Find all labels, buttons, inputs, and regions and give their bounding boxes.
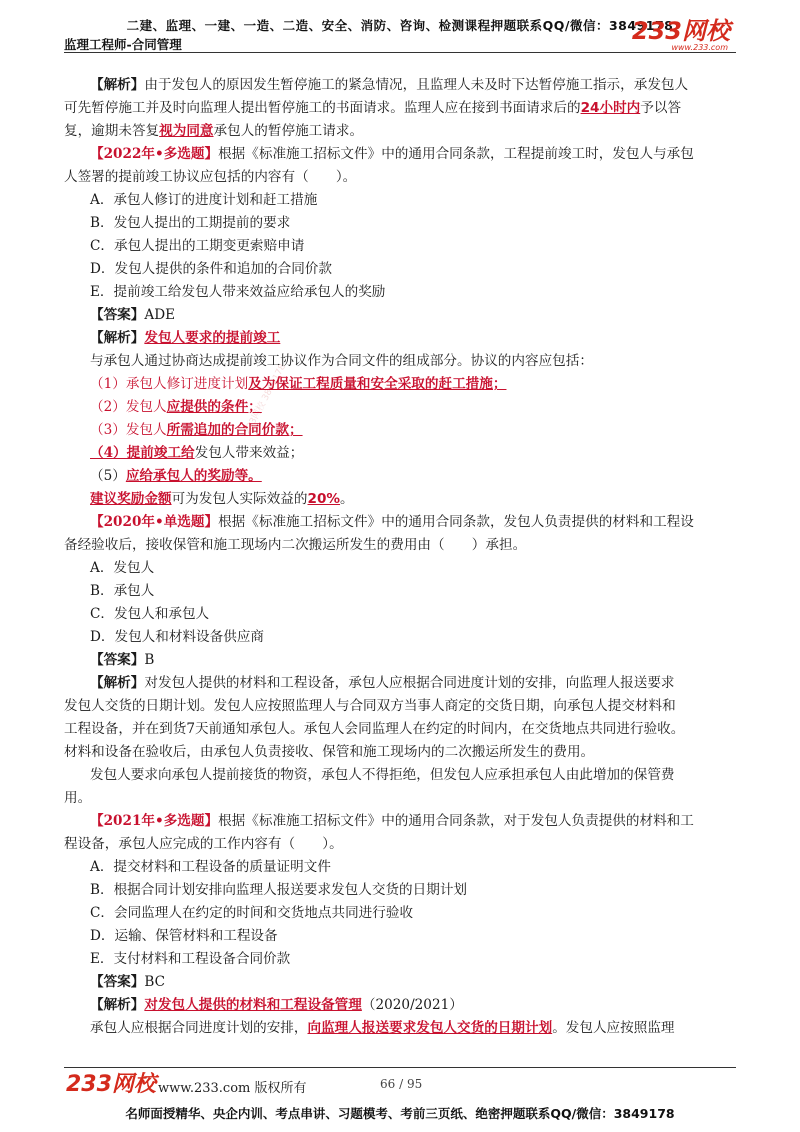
text-line	[64, 97, 744, 120]
highlight: 应给承包人的奖励等。	[125, 468, 262, 484]
footer-divider	[64, 1067, 736, 1068]
question-text: 根据《标准施工招标文件》中的通用合同条款，发包人负责提供的材料和工程设	[218, 514, 694, 530]
question-text: 程设备，承包人应完成的工作内容有（ ）。	[64, 836, 343, 852]
text: （1）承包人修订进度计划	[90, 376, 249, 392]
text: 发包人带来效益；	[194, 445, 304, 461]
text-line	[64, 534, 744, 557]
brand-logo: 233网校	[631, 17, 730, 45]
analysis-tag: 【解析】	[90, 77, 145, 93]
answer-tag: 【答案】	[90, 652, 145, 668]
option: B．根据合同计划安排向监理人报送要求发包人交货的日期计划	[90, 882, 468, 898]
option: B．承包人	[90, 583, 155, 599]
text: 复，逾期未答复	[64, 123, 160, 139]
analysis-tag: 【解析】	[90, 997, 145, 1013]
analysis-tag: 【解析】	[90, 330, 145, 346]
option: A．发包人	[90, 560, 155, 576]
list-item	[64, 442, 744, 465]
document-body	[64, 74, 744, 1040]
highlight: 向监理人报送要求发包人交货的日期计划	[307, 1020, 553, 1036]
text: 由于发包人的原因发生暂停施工的紧急情况，且监理人未及时下达暂停施工指示，承发包人	[144, 77, 689, 93]
question-text: 备经验收后，接收保管和施工现场内二次搬运所发生的费用由（ ）承担。	[64, 537, 527, 553]
text: 对发包人提供的材料和工程设备，承包人应根据合同进度计划的安排，向监理人报送要求	[144, 675, 675, 691]
analysis-tag: 【解析】	[90, 675, 145, 691]
text: 。发包人应按照监理	[552, 1020, 675, 1036]
text-line: 发包人要求向承包人提前接货的物资，承包人不得拒绝，但发包人应承担承包人由此增加的保管费	[90, 767, 675, 783]
option: E．提前竣工给发包人带来效益应给承包人的奖励	[90, 284, 386, 300]
watermark: 233网校 3849178	[242, 362, 289, 437]
analysis-heading: 对发包人提供的材料和工程设备管理	[144, 997, 362, 1013]
text: （5）	[90, 468, 126, 484]
text: 承包人的暂停施工请求。	[213, 123, 364, 139]
text: 可先暂停施工并及时向监理人提出暂停施工的书面请求。监理人应在接到书面请求后的	[64, 100, 581, 116]
brand-logo-url: www.233.com	[671, 43, 728, 52]
question-tag: 【2021年•多选题】	[90, 813, 219, 829]
text: （3）发包人	[90, 422, 167, 438]
text: 。	[340, 491, 354, 507]
answer-line	[64, 649, 744, 672]
footer-contact-line: 名师面授精华、央企内训、考点串讲、习题模考、考前三页纸、绝密押题联系QQ/微信：3849178	[125, 1106, 675, 1121]
analysis-line	[64, 327, 744, 350]
question-2022	[64, 143, 744, 166]
question-tag: 【2020年•单选题】	[90, 514, 219, 530]
option: E．支付材料和工程设备合同价款	[90, 951, 291, 967]
analysis-line	[64, 672, 744, 695]
question-2021	[64, 810, 744, 833]
answer-line	[64, 971, 744, 994]
footer-site[interactable]: www.233.com 版权所有	[158, 1081, 307, 1096]
option: B．发包人提出的工期提前的要求	[90, 215, 291, 231]
header-contact-line: 二建、监理、一建、一造、二造、安全、消防、咨询、检测课程押题联系QQ/微信：3849178	[126, 18, 674, 33]
highlight-24h: 24小时内	[580, 100, 641, 116]
answer-line	[64, 304, 744, 327]
question-tag: 【2022年•多选题】	[90, 146, 219, 162]
answer-tag: 【答案】	[90, 974, 145, 990]
option: D．运输、保管材料和工程设备	[90, 928, 278, 944]
document-subtitle: 监理工程师-合同管理	[64, 37, 182, 52]
option: A．提交材料和工程设备的质量证明文件	[90, 859, 331, 875]
text: 承包人应根据合同进度计划的安排，	[90, 1020, 308, 1036]
highlight: 建议奖励金额	[90, 491, 172, 507]
option: C．承包人提出的工期变更索赔申请	[90, 238, 305, 254]
text-line	[64, 166, 744, 189]
text-line: 工程设备，并在到货7天前通知承包人。承包人会同监理人在约定的时间内，在交货地点共同进行验收。	[64, 721, 685, 737]
text-line	[64, 350, 744, 373]
option: C．发包人和承包人	[90, 606, 210, 622]
analysis-heading: 发包人要求的提前竣工	[144, 330, 281, 346]
option: A．承包人修订的进度计划和赶工措施	[90, 192, 318, 208]
header-divider	[64, 52, 736, 53]
text-line: 材料和设备在验收后，由承包人负责接收、保管和施工现场内的二次搬运所发生的费用。	[64, 744, 595, 760]
option: D．发包人和材料设备供应商	[90, 629, 265, 645]
question-text: 根据《标准施工招标文件》中的通用合同条款，对于发包人负责提供的材料和工	[218, 813, 694, 829]
list-item	[64, 373, 744, 396]
option: D．发包人提供的条件和追加的合同价款	[90, 261, 332, 277]
footer-logo: 233网校	[66, 1072, 156, 1097]
list-item	[64, 419, 744, 442]
highlight: 所需追加的合同价款；	[166, 422, 303, 438]
list-item	[64, 396, 744, 419]
list-item	[64, 465, 744, 488]
highlight-agree: 视为同意	[159, 123, 214, 139]
question-text: 人签署的提前竣工协议应包括的内容有（ ）。	[64, 169, 357, 185]
bonus-line	[64, 488, 744, 511]
option: C．会同监理人在约定的时间和交货地点共同进行验收	[90, 905, 414, 921]
analysis-line	[64, 994, 744, 1017]
text-line: 发包人交货的日期计划。发包人应按照监理人与合同双方当事人商定的交货日期，向承包人提交材料和	[64, 698, 676, 714]
answer-value: ADE	[144, 307, 176, 323]
analysis-year: （2020/2021）	[361, 997, 463, 1013]
text: 予以答	[640, 100, 682, 116]
text-line: 用。	[64, 790, 92, 806]
page-number: 66 / 95	[380, 1077, 423, 1091]
highlight-percent: 20%	[307, 491, 341, 507]
highlight: 及为保证工程质量和安全采取的赶工措施；	[248, 376, 507, 392]
question-text: 根据《标准施工招标文件》中的通用合同条款，工程提前竣工时，发包人与承包	[218, 146, 694, 162]
text: 可为发包人实际效益的	[171, 491, 308, 507]
analysis-paragraph	[64, 74, 744, 97]
text-line	[64, 833, 744, 856]
answer-tag: 【答案】	[90, 307, 145, 323]
answer-value: BC	[144, 974, 166, 990]
highlight: （4）提前竣工给	[90, 445, 195, 461]
answer-value: B	[144, 652, 155, 668]
highlight: 应提供的条件；	[166, 399, 262, 415]
text-line	[64, 120, 744, 143]
text: 与承包人通过协商达成提前竣工协议作为合同文件的组成部分。协议的内容应包括：	[90, 353, 593, 369]
text-line	[64, 1017, 744, 1040]
text: （2）发包人	[90, 399, 167, 415]
question-2020	[64, 511, 744, 534]
